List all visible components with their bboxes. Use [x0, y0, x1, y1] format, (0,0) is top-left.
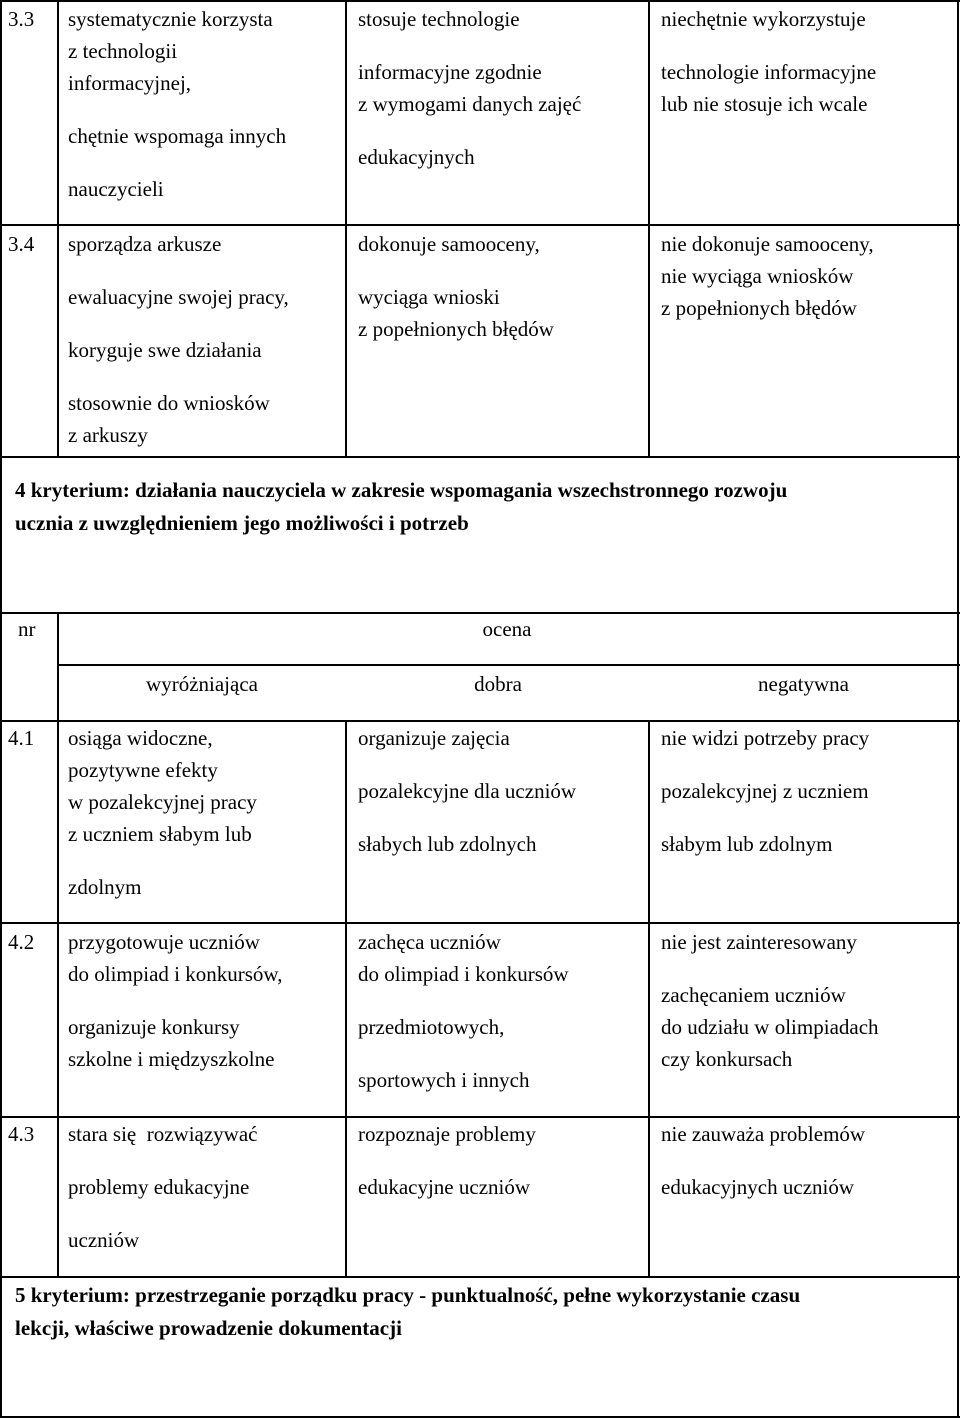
cell-dobra: [358, 926, 569, 1096]
criterion-heading: 5 kryterium: przestrzeganie porządku pracy - punktualność, pełne wykorzystanie czasu: [15, 1283, 801, 1307]
cell-line: szkolne i międzyszkolne: [68, 1047, 275, 1071]
rule: [648, 720, 650, 1277]
rule: [0, 224, 960, 226]
cell-line: nie dokonuje samooceny,: [661, 232, 874, 256]
cell-line: do olimpiad i konkursów,: [68, 962, 283, 986]
cell-line: technologie informacyjne: [661, 60, 877, 84]
cell-line: sporządza arkusze: [68, 232, 222, 256]
rule: [0, 0, 2, 1418]
rule: [57, 664, 960, 666]
header-wyrozniajaca: wyróżniająca: [146, 672, 258, 696]
cell-line: nie wyciąga wniosków: [661, 264, 854, 288]
row-number: 4.3: [8, 1122, 35, 1146]
cell-dobra: [358, 722, 576, 860]
rule: [0, 1276, 960, 1278]
cell-line: informacyjne zgodnie: [358, 60, 542, 84]
cell-line: niechętnie wykorzystuje: [661, 7, 866, 31]
cell-line: pozytywne efekty: [68, 758, 218, 782]
cell-line: edukacyjne uczniów: [358, 1175, 531, 1199]
header-ocena: ocena: [482, 617, 532, 641]
cell-line: stara się rozwiązywać: [68, 1122, 258, 1146]
cell-line: z popełnionych błędów: [661, 296, 857, 320]
cell-negatywna: [661, 722, 869, 860]
cell-wyrozniajaca: [68, 1118, 257, 1256]
row-number: 4.1: [8, 726, 35, 750]
rule: [0, 456, 960, 458]
cell-line: informacyjnej,: [68, 71, 192, 95]
rule: [57, 612, 59, 1277]
cell-line: pozalekcyjne dla uczniów: [358, 779, 577, 803]
cell-line: nie jest zainteresowany: [661, 930, 857, 954]
criterion-heading: lekcji, właściwe prowadzenie dokumentacji: [15, 1316, 402, 1340]
cell-line: uczniów: [68, 1228, 140, 1252]
cell-negatywna: [661, 228, 874, 324]
cell-negatywna: [661, 1118, 865, 1203]
cell-wyrozniajaca: [68, 926, 282, 1075]
rule: [57, 0, 59, 457]
cell-line: systematycznie korzysta: [68, 7, 273, 31]
rule: [957, 0, 959, 1418]
cell-wyrozniajaca: [68, 3, 286, 205]
cell-dobra: [358, 1118, 536, 1203]
cell-line: z wymogami danych zajęć: [358, 92, 582, 116]
cell-line: do udziału w olimpiadach: [661, 1015, 879, 1039]
cell-line: nie widzi potrzeby pracy: [661, 726, 870, 750]
cell-line: z arkuszy: [68, 423, 148, 447]
criterion-heading: 4 kryterium: działania nauczyciela w zakresie wspomagania wszechstronnego rozwoju: [15, 478, 788, 502]
cell-line: stosuje technologie: [358, 7, 520, 31]
cell-line: edukacyjnych: [358, 145, 475, 169]
header-negatywna: negatywna: [758, 672, 849, 696]
cell-line: czy konkursach: [661, 1047, 793, 1071]
cell-line: słabym lub zdolnym: [661, 832, 833, 856]
cell-line: z technologii: [68, 39, 178, 63]
cell-line: z uczniem słabym lub: [68, 822, 252, 846]
cell-line: przygotowuje uczniów: [68, 930, 260, 954]
cell-line: ewaluacyjne swojej pracy,: [68, 285, 289, 309]
rule: [345, 0, 347, 457]
row-number: 3.4: [8, 232, 35, 256]
rule: [0, 0, 960, 2]
cell-line: chętnie wspomaga innych: [68, 124, 287, 148]
header-dobra: dobra: [474, 672, 522, 696]
cell-line: nie zauważa problemów: [661, 1122, 866, 1146]
cell-line: zachęcaniem uczniów: [661, 983, 846, 1007]
cell-dobra: [358, 3, 581, 173]
cell-line: w pozalekcyjnej pracy: [68, 790, 257, 814]
cell-line: organizuje konkursy: [68, 1015, 240, 1039]
cell-line: problemy edukacyjne: [68, 1175, 250, 1199]
cell-dobra: [358, 228, 554, 345]
cell-negatywna: [661, 926, 879, 1075]
cell-line: sportowych i innych: [358, 1068, 530, 1092]
cell-line: rozpoznaje problemy: [358, 1122, 536, 1146]
cell-line: z popełnionych błędów: [358, 317, 554, 341]
rule: [648, 0, 650, 457]
cell-line: koryguje swe działania: [68, 338, 262, 362]
header-nr: nr: [18, 617, 36, 641]
cell-line: zachęca uczniów: [358, 930, 501, 954]
cell-line: osiąga widoczne,: [68, 726, 213, 750]
cell-line: organizuje zajęcia: [358, 726, 510, 750]
cell-wyrozniajaca: [68, 722, 257, 903]
cell-wyrozniajaca: [68, 228, 289, 451]
criterion-heading: ucznia z uwzględnieniem jego możliwości i potrzeb: [15, 511, 469, 535]
cell-line: pozalekcyjnej z uczniem: [661, 779, 869, 803]
row-number: 4.2: [8, 930, 35, 954]
cell-line: stosownie do wniosków: [68, 391, 270, 415]
rule: [345, 720, 347, 1277]
cell-line: do olimpiad i konkursów: [358, 962, 569, 986]
cell-line: nauczycieli: [68, 177, 164, 201]
rule: [0, 922, 960, 924]
cell-negatywna: [661, 3, 876, 120]
rule: [0, 1416, 960, 1418]
row-number: 3.3: [8, 7, 35, 31]
cell-line: wyciąga wnioski: [358, 285, 500, 309]
cell-line: lub nie stosuje ich wcale: [661, 92, 868, 116]
cell-line: edukacyjnych uczniów: [661, 1175, 855, 1199]
cell-line: dokonuje samooceny,: [358, 232, 540, 256]
cell-line: przedmiotowych,: [358, 1015, 505, 1039]
cell-line: słabych lub zdolnych: [358, 832, 537, 856]
cell-line: zdolnym: [68, 875, 142, 899]
